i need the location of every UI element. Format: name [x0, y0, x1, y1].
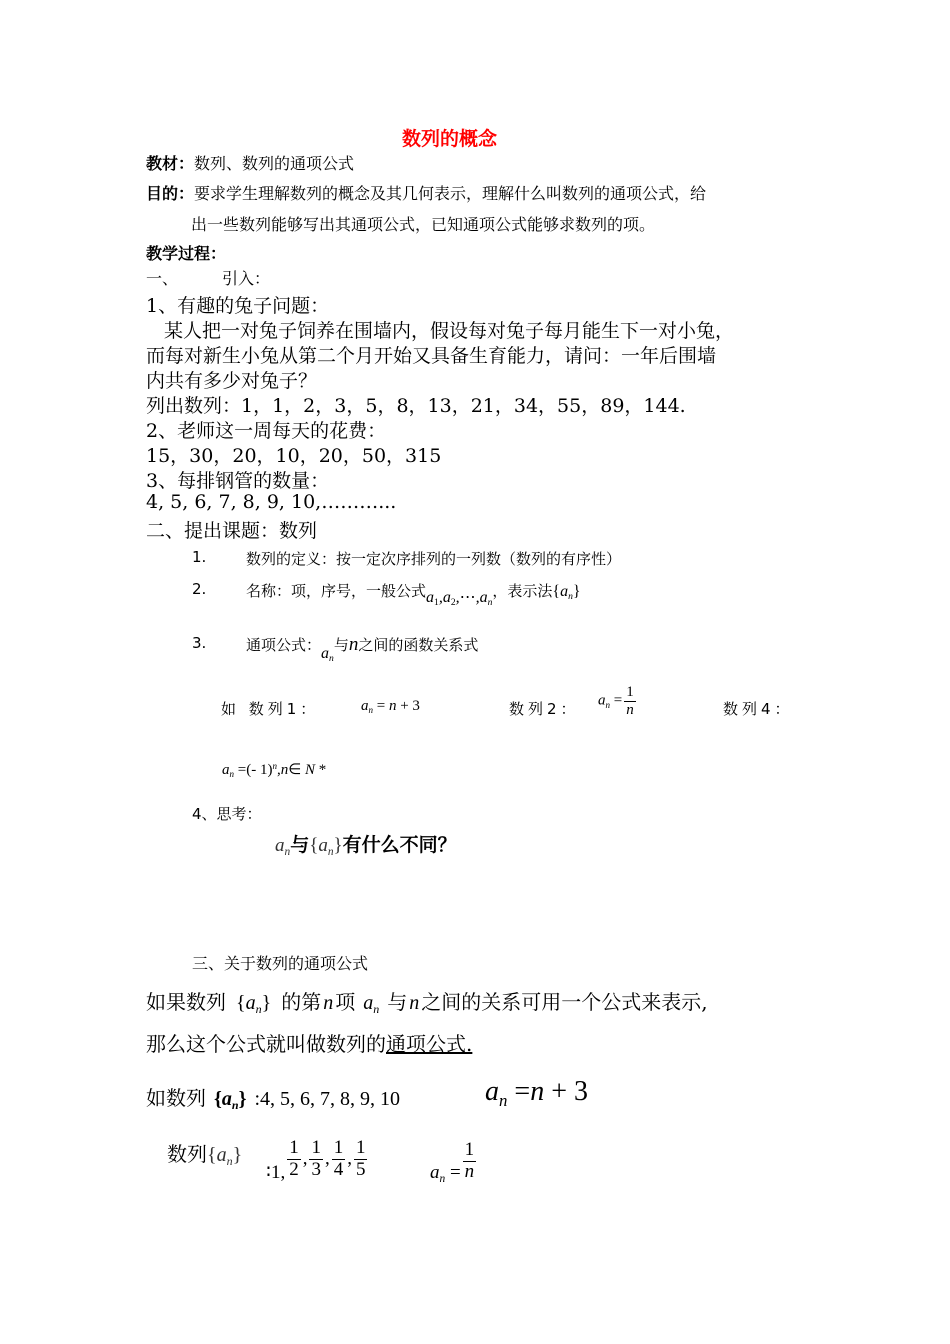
s3-n-2: n — [409, 992, 420, 1014]
s3-p1-b: 的第 — [281, 990, 322, 1014]
s3-ex1-set: $\{a_n\}$ — [214, 1088, 247, 1113]
section3-paragraph-2 — [146, 1028, 472, 1057]
item2-text: 名称：项，序号，一般公式 — [246, 582, 427, 600]
s3-ex1-formula: $a_n =n + 3$ — [485, 1076, 588, 1110]
aim-line-2: 出一些数列能够写出其通项公式，已知通项公式能够求数列的项。 — [191, 215, 656, 234]
section3-heading: 三、关于数列的通项公式 — [192, 954, 369, 973]
material-line — [146, 151, 354, 174]
process-label: 教学过程： — [146, 244, 227, 263]
rabbit-title: 1、有趣的兔子问题： — [146, 295, 330, 317]
s3-set-an: $\{a_n\}$ — [236, 992, 272, 1017]
s3-ex2-sequence: ∶1, $\frac{1}{2}$ , $\frac{1}{3}$ , $\frac{1}{4}$ , $\frac{1}{5}$ — [266, 1137, 366, 1183]
item3-between: 与 — [333, 636, 349, 654]
s3-p1-c: 项 — [335, 990, 356, 1014]
s3-an: $a_n$ — [363, 992, 380, 1017]
item2-general-formula: $a_1,a_2,\cdots,a_n$ — [426, 589, 493, 609]
rabbit-sequence: 列出数列：1，1，2，3，5，8，13，21，34，55，89，144. — [146, 395, 686, 417]
item2-number: 2. — [192, 580, 207, 598]
aim-line-1 — [146, 181, 706, 204]
item2-notation: $\{a_n\}$ — [552, 583, 581, 603]
s3-ex2-label: 数列 — [167, 1142, 207, 1166]
section1-heading — [146, 266, 270, 289]
item2-rep-text: ，表示法 — [492, 582, 553, 600]
aim-label: 目的： — [146, 184, 195, 203]
aim-text-1: 要求学生理解数列的概念及其几何表示，理解什么叫数列的通项公式，给 — [194, 184, 707, 203]
s3-n-1: n — [323, 992, 334, 1014]
s3-p2-a: 那么这个公式就叫做数列的 — [146, 1032, 386, 1056]
s3-ex1-values: :4, 5, 6, 7, 8, 9, 10 — [254, 1088, 401, 1110]
think-line — [275, 830, 457, 857]
example1-formula: $a_n = n + 3$ — [361, 698, 420, 716]
example4-label: 数列4： — [723, 700, 794, 718]
think-with: 与 — [290, 834, 310, 856]
rabbit-paragraph-2: 而每对新生小兔从第二个月开始又具备生育能力，请问：一年后围墙 — [146, 345, 717, 367]
page-title: 数列的概念 — [402, 128, 498, 150]
item3-number: 3. — [192, 634, 207, 652]
section3-example-2 — [167, 1138, 242, 1167]
think-set-an: $\{a_n\}$ — [309, 835, 343, 858]
think-label: 4、思考： — [192, 805, 262, 823]
item3-n: n — [348, 634, 359, 655]
s3-ex1-label: 如数列 — [146, 1086, 206, 1110]
example2-formula: $a_n$ = $\frac{1}{n}$ — [598, 684, 634, 718]
material-text: 数列、数列的通项公式 — [194, 154, 355, 173]
s3-term: 通项公式. — [386, 1032, 473, 1056]
example2-label: 数列2： — [509, 700, 580, 718]
teacher-title: 2、老师这一周每天的花费： — [146, 420, 387, 442]
teacher-sequence: 15，30，20，10，20，50，315 — [146, 445, 442, 467]
item1-text: 数列的定义：按一定次序排列的一列数（数列的有序性） — [246, 550, 622, 568]
rabbit-paragraph-1: 某人把一对兔子饲养在围墙内，假设每对兔子每月能生下一对小兔， — [164, 320, 735, 342]
material-label: 教材： — [146, 154, 195, 173]
example4-formula: $a_n$ =(- 1)$^n$,n∈ N * — [222, 761, 327, 780]
item1-number: 1. — [192, 548, 207, 566]
section2-heading: 二、提出课题：数列 — [146, 520, 318, 542]
think-question: 有什么不同？ — [342, 834, 457, 856]
think-an: $a_n$ — [275, 835, 291, 858]
item3-tail: 之间的函数关系式 — [358, 636, 479, 654]
section3-example-1 — [146, 1082, 400, 1111]
section1-text: 引入： — [222, 269, 271, 288]
example-lead: 如 数列1： — [221, 700, 320, 718]
item3-line — [246, 634, 479, 665]
rabbit-paragraph-3: 内共有多少对兔子？ — [146, 370, 318, 392]
item2-line — [246, 580, 581, 609]
s3-p1-a: 如果数列 — [146, 990, 226, 1014]
s3-p1-d: 与 — [387, 990, 408, 1014]
pipes-title: 3、每排钢管的数量： — [146, 470, 330, 492]
item3-an: $a_n$ — [321, 645, 334, 665]
section3-paragraph-1 — [146, 986, 708, 1015]
pipes-sequence: 4, 5, 6, 7, 8, 9, 10,………... — [146, 491, 397, 513]
s3-ex2-set: $\{a_n\}$ — [207, 1144, 243, 1169]
item3-text: 通项公式： — [246, 636, 322, 654]
section1-number: 一、 — [146, 269, 179, 288]
s3-p1-e: 之间的关系可用一个公式来表示, — [421, 990, 708, 1014]
s3-ex2-formula: $a_n$ = $\frac{1}{n}$ — [430, 1139, 475, 1185]
